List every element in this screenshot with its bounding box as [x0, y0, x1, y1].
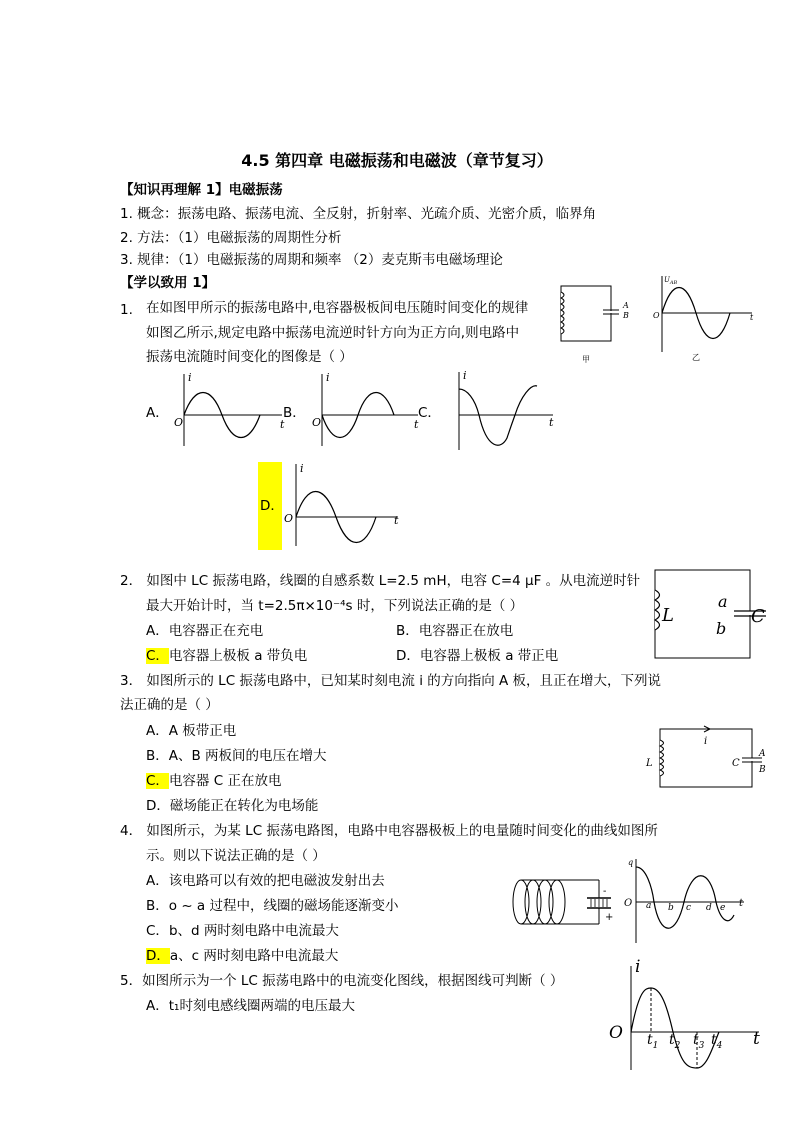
inductor-coil — [660, 740, 664, 776]
fig-yi-label: 乙 — [692, 353, 700, 362]
svg-text:t: t — [549, 416, 554, 429]
svg-text:t: t — [280, 418, 285, 431]
svg-text:d: d — [706, 903, 712, 913]
q1-option-b-label[interactable]: B． — [283, 405, 306, 421]
q4-option-a[interactable]: A．该电路可以有效的把电磁波发射出去 — [146, 873, 385, 889]
svg-text:O: O — [174, 416, 184, 429]
q2-option-a[interactable]: A．电容器正在充电 — [146, 623, 264, 639]
q4-answer-highlight: D． — [146, 948, 170, 964]
q4-line-1: 4． 如图所示，为某 LC 振荡电路图，电路中电容器极板上的电量随时间变化的曲线如图所 — [120, 823, 658, 839]
q3-option-b[interactable]: B．A、B 两板间的电压在增大 — [146, 748, 327, 764]
q3-line-2: 法正确的是（ ） — [120, 697, 219, 713]
q2-option-b[interactable]: B．电容器正在放电 — [396, 623, 514, 639]
svg-text:i: i — [188, 371, 192, 384]
q1-option-c-graph[interactable] — [445, 366, 563, 452]
q1-option-a-label[interactable]: A． — [146, 405, 169, 421]
q4-option-b[interactable]: B．o ~ a 过程中，线圈的磁场能逐渐变小 — [146, 898, 399, 914]
knowledge-item-3: 3. 规律：（1）电磁振荡的周期和频率 （2）麦克斯韦电磁场理论 — [120, 252, 503, 268]
q1-line-2: 如图乙所示,规定电路中振荡电流逆时针方向为正方向,则电路中 — [146, 325, 520, 341]
inductor-coil — [549, 880, 565, 924]
q1-line-3: 振荡电流随时间变化的图像是（ ） — [146, 349, 353, 365]
svg-text:t: t — [739, 898, 744, 909]
q2-circuit-figure — [640, 565, 770, 660]
q1-option-a-graph[interactable] — [170, 368, 290, 448]
svg-text:b: b — [668, 903, 674, 913]
charge-curve — [636, 867, 734, 928]
q4-line-2: 示。则以下说法正确的是（ ） — [146, 848, 326, 864]
inductor-coil — [561, 292, 564, 334]
page-title: 4.5 第四章 电磁振荡和电磁波（章节复习） — [241, 151, 553, 170]
svg-text:i: i — [635, 957, 641, 977]
q5-option-a[interactable]: A．t₁时刻电感线圈两端的电压最大 — [146, 998, 355, 1014]
current-curve — [631, 988, 719, 1068]
svg-text:q: q — [628, 858, 634, 867]
q1-number: 1. — [120, 302, 133, 318]
svg-text:c: c — [686, 903, 692, 913]
knowledge-item-2: 2. 方法：（1）电磁振荡的周期性分析 — [120, 230, 342, 246]
svg-text:C: C — [732, 758, 740, 769]
q2-option-c[interactable]: C．电容器上极板 a 带负电 — [146, 648, 308, 664]
q3-circuit-figure — [640, 724, 770, 792]
svg-text:i: i — [704, 736, 708, 747]
t4-label: $t_4$ — [711, 1032, 723, 1051]
q2-option-d[interactable]: D．电容器上极板 a 带正电 — [396, 648, 559, 664]
section-heading-practice: 【学以致用 1】 — [120, 275, 216, 291]
q1-option-d-label[interactable]: D． — [260, 498, 284, 514]
svg-text:e: e — [720, 903, 726, 913]
svg-text:A: A — [759, 749, 766, 759]
label-a: A — [623, 301, 629, 310]
q3-option-c[interactable]: C．电容器 C 正在放电 — [146, 773, 282, 789]
svg-text:b: b — [716, 619, 727, 638]
q1-option-c-label[interactable]: C． — [418, 405, 441, 421]
svg-text:i: i — [300, 462, 304, 475]
current-curve — [459, 386, 537, 445]
q4-option-c[interactable]: C．b、d 两时刻电路中电流最大 — [146, 923, 339, 939]
svg-text:O: O — [624, 898, 633, 909]
t3-label: $t_3$ — [693, 1032, 705, 1051]
svg-text:B: B — [759, 765, 766, 775]
svg-text:L: L — [646, 758, 653, 769]
svg-text:O: O — [312, 416, 322, 429]
q4-charge-graph — [620, 855, 750, 945]
svg-text:-: - — [603, 886, 607, 897]
svg-text:O: O — [609, 1023, 623, 1043]
fig-jia-label: 甲 — [582, 355, 590, 364]
q2-answer-highlight: C． — [146, 648, 169, 664]
q2-line-2: 最大开始计时，当 t=2.5π×10⁻⁴s 时，下列说法正确的是（ ） — [146, 598, 524, 614]
q3-option-a[interactable]: A．A 板带正电 — [146, 723, 237, 739]
svg-text:+: + — [605, 912, 614, 923]
svg-text:t: t — [753, 1029, 760, 1049]
q4-option-d[interactable]: D．a、c 两时刻电路中电流最大 — [146, 948, 339, 964]
t2-label: $t_2$ — [669, 1032, 681, 1051]
q2-line-1: 2． 如图中 LC 振荡电路，线圈的自感系数 L=2.5 mH，电容 C=4 μF 。从电流逆时针 — [120, 573, 641, 589]
q3-answer-highlight: C． — [146, 773, 169, 789]
svg-text:i: i — [463, 369, 467, 382]
q5-line: 5．如图所示为一个 LC 振荡电路中的电流变化图线，根据图线可判断（ ） — [120, 973, 564, 989]
q1-voltage-graph — [648, 272, 758, 364]
section-heading-knowledge: 【知识再理解 1】电磁振荡 — [120, 182, 283, 198]
svg-text:a: a — [718, 592, 728, 611]
inductor-coil — [655, 590, 660, 630]
q4-circuit-figure — [507, 872, 617, 934]
svg-text:C: C — [751, 606, 765, 627]
q3-line-1: 3． 如图所示的 LC 振荡电路中，已知某时刻电流 i 的方向指向 A 板，且正在增大，下列说 — [120, 673, 662, 689]
svg-text:a: a — [646, 901, 652, 911]
q1-circuit-figure — [555, 280, 635, 370]
svg-text:i: i — [326, 371, 330, 384]
q1-option-b-graph[interactable] — [308, 368, 426, 448]
q5-current-graph — [605, 956, 770, 1073]
svg-text:L: L — [662, 605, 674, 626]
uab-label: $U_{AB}$ — [664, 276, 678, 286]
svg-text:O: O — [284, 512, 294, 525]
axis-t: t — [750, 313, 754, 322]
svg-text:t: t — [414, 418, 419, 431]
knowledge-item-1: 1. 概念：振荡电路、振荡电流、全反射，折射率、光疏介质、光密介质，临界角 — [120, 206, 597, 222]
label-b: B — [623, 311, 629, 320]
q1-option-d-graph[interactable] — [282, 460, 407, 548]
q1-line-1: 在如图甲所示的振荡电路中,电容器极板间电压随时间变化的规律 — [146, 300, 529, 316]
axis-origin: O — [653, 311, 660, 320]
q3-option-d[interactable]: D．磁场能正在转化为电场能 — [146, 798, 319, 814]
t1-label: $t_1$ — [647, 1032, 659, 1051]
svg-text:t: t — [394, 514, 399, 527]
